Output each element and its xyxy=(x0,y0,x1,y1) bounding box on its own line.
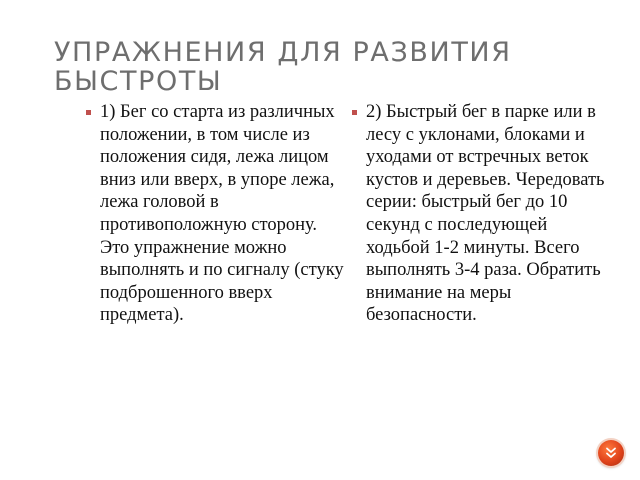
double-chevron-down-icon xyxy=(604,446,618,460)
bullet-marker-icon xyxy=(86,110,91,115)
bullet-text-2: 2) Быстрый бег в парке или в лесу с уклонами, блоками и уходами от встречных веток кустов и деревьев. Чередовать серии: быстрый бег до 10 секунд с последующей ходьбой 1-2 минуты. Всего выполнять 3-4 раза. Обратить внимание на меры безопасности. xyxy=(366,102,605,326)
next-slide-button[interactable] xyxy=(598,440,624,466)
bullet-item-1 xyxy=(86,101,344,327)
bullet-text-1: 1) Бег со старта из различных положении, в том числе из положения сидя, лежа лицом вниз или вверх, в упоре лежа, лежа головой в противоположную сторону. Это упражнение можно выполнять и по сигналу (стуку подброшенного вверх предмета). xyxy=(100,102,344,326)
bullet-marker-icon xyxy=(352,110,357,115)
bullet-item-2 xyxy=(352,101,614,327)
slide-title: УПРАЖНЕНИЯ ДЛЯ РАЗВИТИЯ БЫСТРОТЫ xyxy=(54,37,512,97)
